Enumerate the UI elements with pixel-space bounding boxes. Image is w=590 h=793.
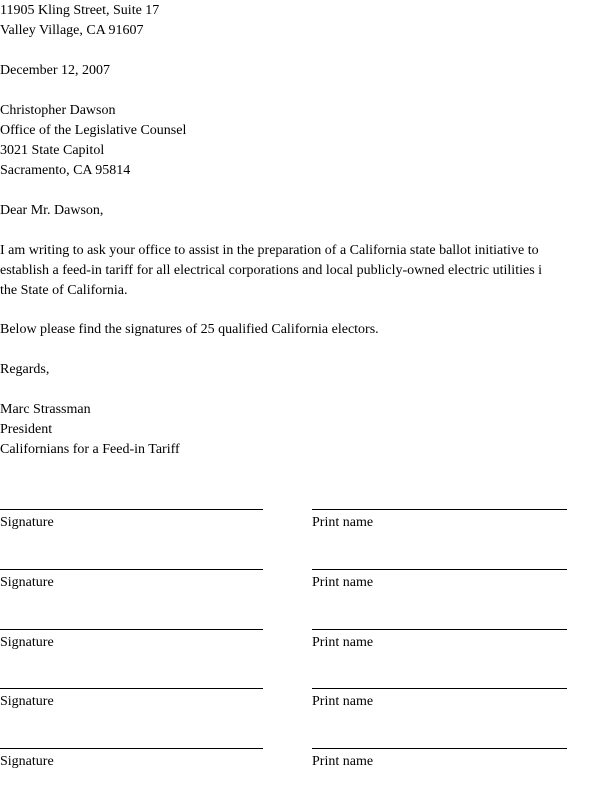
sender-street: 11905 Kling Street, Suite 17 [0,3,160,18]
print-name-line[interactable] [312,748,567,749]
body-paragraph-2: Below please find the signatures of 25 qualified California electors. [0,322,379,337]
recipient-address: 3021 State Capitol [0,143,105,158]
signature-label: Signature [0,754,54,769]
signature-label: Signature [0,635,54,650]
body-paragraph-1-line-3: the State of California. [0,283,128,298]
signature-line[interactable] [0,629,263,630]
print-name-label: Print name [312,694,374,709]
signature-label: Signature [0,575,54,590]
print-name-label: Print name [312,575,374,590]
recipient-city-line: Sacramento, CA 95814 [0,163,131,178]
signer-organization: Californians for a Feed-in Tariff [0,442,180,457]
signer-title: President [0,422,53,437]
signature-label: Signature [0,694,54,709]
recipient-name: Christopher Dawson [0,103,116,118]
signer-name: Marc Strassman [0,402,91,417]
print-name-line[interactable] [312,509,567,510]
signature-label: Signature [0,515,54,530]
body-paragraph-1-line-1: I am writing to ask your office to assist in the preparation of a California state ballot initiative to [0,243,539,258]
print-name-line[interactable] [312,688,567,689]
print-name-line[interactable] [312,629,567,630]
print-name-label: Print name [312,754,374,769]
recipient-office: Office of the Legislative Counsel [0,123,187,138]
signature-line[interactable] [0,569,263,570]
letter-date: December 12, 2007 [0,63,111,78]
print-name-label: Print name [312,515,374,530]
sender-city-line: Valley Village, CA 91607 [0,23,144,38]
signature-line[interactable] [0,688,263,689]
print-name-label: Print name [312,635,374,650]
body-paragraph-1-line-2: establish a feed-in tariff for all electrical corporations and local publicly-owned electric utilities i [0,263,543,278]
salutation: Dear Mr. Dawson, [0,203,104,218]
print-name-line[interactable] [312,569,567,570]
closing: Regards, [0,362,50,377]
signature-line[interactable] [0,509,263,510]
signature-line[interactable] [0,748,263,749]
